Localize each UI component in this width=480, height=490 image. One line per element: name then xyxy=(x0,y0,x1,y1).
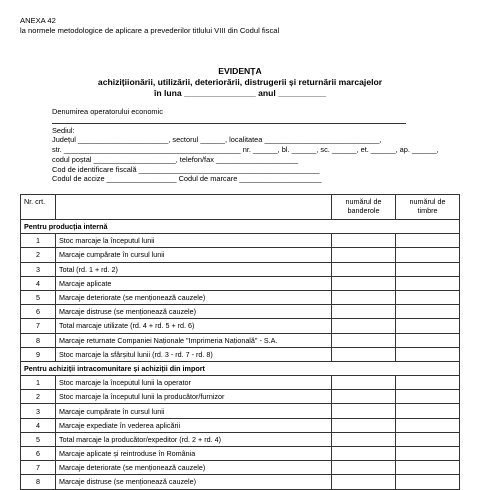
banderole-cell xyxy=(332,347,396,361)
table-section-row xyxy=(21,361,460,375)
timbre-cell xyxy=(396,290,460,304)
section-title: Pentru producția internă xyxy=(21,220,460,234)
table-row xyxy=(21,305,460,319)
document-title: EVIDENȚA xyxy=(218,66,262,76)
table-row xyxy=(21,432,460,446)
banderole-cell xyxy=(332,305,396,319)
row-description: Marcaje deteriorate (se menționează cauzele) xyxy=(56,461,332,475)
table-header-row xyxy=(21,195,460,220)
row-description: Total marcaje utilizate (rd. 4 + rd. 5 + rd. 6) xyxy=(56,319,332,333)
table-row xyxy=(21,404,460,418)
row-number: 7 xyxy=(21,461,56,475)
banderole-cell xyxy=(332,248,396,262)
row-number: 2 xyxy=(21,248,56,262)
table-row xyxy=(21,475,460,489)
table-row xyxy=(21,276,460,290)
timbre-cell xyxy=(396,262,460,276)
banderole-cell xyxy=(332,475,396,489)
timbre-cell xyxy=(396,376,460,390)
row-description: Marcaje aplicate și reintroduse în România xyxy=(56,447,332,461)
row-description: Total marcaje la producător/expeditor (rd. 2 + rd. 4) xyxy=(56,432,332,446)
banderole-cell xyxy=(332,461,396,475)
form-line-fiscal: Cod de identificare fiscală ____________________________________________ xyxy=(52,165,320,174)
timbre-cell xyxy=(396,404,460,418)
row-description: Stoc marcaje la începutul lunii la operator xyxy=(56,376,332,390)
marks-table xyxy=(20,194,460,490)
row-description: Marcaje returnate Companiei Naționale "Imprimeria Națională" - S.A. xyxy=(56,333,332,347)
table-row xyxy=(21,447,460,461)
annex-subtitle: la normele metodologice de aplicare a prevederilor titlului VIII din Codul fiscal xyxy=(20,26,280,35)
section-title: Pentru achiziții intracomunitare și achiziții din import xyxy=(21,361,460,375)
operator-name-label: Denumirea operatorului economic xyxy=(52,107,163,116)
row-number: 2 xyxy=(21,390,56,404)
column-header-description xyxy=(56,195,332,220)
row-description: Stoc marcaje la începutul lunii la producător/furnizor xyxy=(56,390,332,404)
banderole-cell xyxy=(332,290,396,304)
row-description: Stoc marcaje la sfârșitul lunii (rd. 3 - rd. 7 - rd. 8) xyxy=(56,347,332,361)
form-line-postal: codul poștal ____________________, telefon/fax ____________________ xyxy=(52,155,299,164)
form-line-hq: Sediul: xyxy=(52,126,75,135)
document-title-line3: în luna _______________ anul __________ xyxy=(153,88,326,98)
timbre-cell xyxy=(396,305,460,319)
banderole-cell xyxy=(332,319,396,333)
timbre-cell xyxy=(396,333,460,347)
column-header-nr: Nr. crt. xyxy=(21,195,56,220)
timbre-cell xyxy=(396,418,460,432)
table-row xyxy=(21,376,460,390)
banderole-cell xyxy=(332,262,396,276)
banderole-cell xyxy=(332,376,396,390)
row-number: 6 xyxy=(21,447,56,461)
form-line-excise: Codul de accize _________________ Codul de marcare ____________________ xyxy=(52,174,322,183)
banderole-cell xyxy=(332,390,396,404)
banderole-cell xyxy=(332,418,396,432)
table-section-row xyxy=(21,220,460,234)
row-description: Marcaje aplicate xyxy=(56,276,332,290)
table-row xyxy=(21,262,460,276)
row-number: 4 xyxy=(21,418,56,432)
row-number: 5 xyxy=(21,290,56,304)
row-number: 8 xyxy=(21,475,56,489)
row-number: 9 xyxy=(21,347,56,361)
document-title-line2: achizițiionării, utilizării, deteriorării, distrugerii și returnării marcajelor xyxy=(97,77,383,87)
row-number: 4 xyxy=(21,276,56,290)
column-header-banderole: numărul de banderole xyxy=(332,195,396,220)
annex-label: ANEXA 42 xyxy=(20,16,56,25)
table-row xyxy=(21,347,460,361)
banderole-cell xyxy=(332,234,396,248)
row-description: Marcaje expediate în vederea aplicării xyxy=(56,418,332,432)
banderole-cell xyxy=(332,447,396,461)
timbre-cell xyxy=(396,475,460,489)
banderole-cell xyxy=(332,404,396,418)
timbre-cell xyxy=(396,319,460,333)
row-description: Marcaje distruse (se menționează cauzele) xyxy=(56,305,332,319)
timbre-cell xyxy=(396,248,460,262)
operator-name-line xyxy=(52,123,406,124)
timbre-cell xyxy=(396,234,460,248)
form-line-county: Județul ______________________, sectorul ______, localitatea ____________________________, xyxy=(52,135,382,144)
row-number: 5 xyxy=(21,432,56,446)
row-number: 1 xyxy=(21,376,56,390)
banderole-cell xyxy=(332,276,396,290)
row-number: 3 xyxy=(21,262,56,276)
row-number: 1 xyxy=(21,234,56,248)
row-number: 8 xyxy=(21,333,56,347)
row-number: 6 xyxy=(21,305,56,319)
banderole-cell xyxy=(332,432,396,446)
timbre-cell xyxy=(396,461,460,475)
row-number: 3 xyxy=(21,404,56,418)
row-description: Stoc marcaje la începutul lunii xyxy=(56,234,332,248)
table-row xyxy=(21,418,460,432)
timbre-cell xyxy=(396,390,460,404)
table-row xyxy=(21,461,460,475)
table-row xyxy=(21,248,460,262)
timbre-cell xyxy=(396,347,460,361)
table-row xyxy=(21,290,460,304)
table-row xyxy=(21,234,460,248)
row-description: Marcaje distruse (se menționează cauzele) xyxy=(56,475,332,489)
row-description: Marcaje cumpărate în cursul lunii xyxy=(56,404,332,418)
timbre-cell xyxy=(396,432,460,446)
row-description: Marcaje deteriorate (se menționează cauzele) xyxy=(56,290,332,304)
timbre-cell xyxy=(396,447,460,461)
banderole-cell xyxy=(332,333,396,347)
row-description: Total (rd. 1 + rd. 2) xyxy=(56,262,332,276)
row-number: 7 xyxy=(21,319,56,333)
column-header-timbre: numărul de timbre xyxy=(396,195,460,220)
timbre-cell xyxy=(396,276,460,290)
table-row xyxy=(21,319,460,333)
form-line-street: str. ___________________________________________ nr. ______, bl. ______, sc. ______, et. ______, ap. ______, xyxy=(52,145,439,154)
table-row xyxy=(21,333,460,347)
row-description: Marcaje cumpărate în cursul lunii xyxy=(56,248,332,262)
table-row xyxy=(21,390,460,404)
